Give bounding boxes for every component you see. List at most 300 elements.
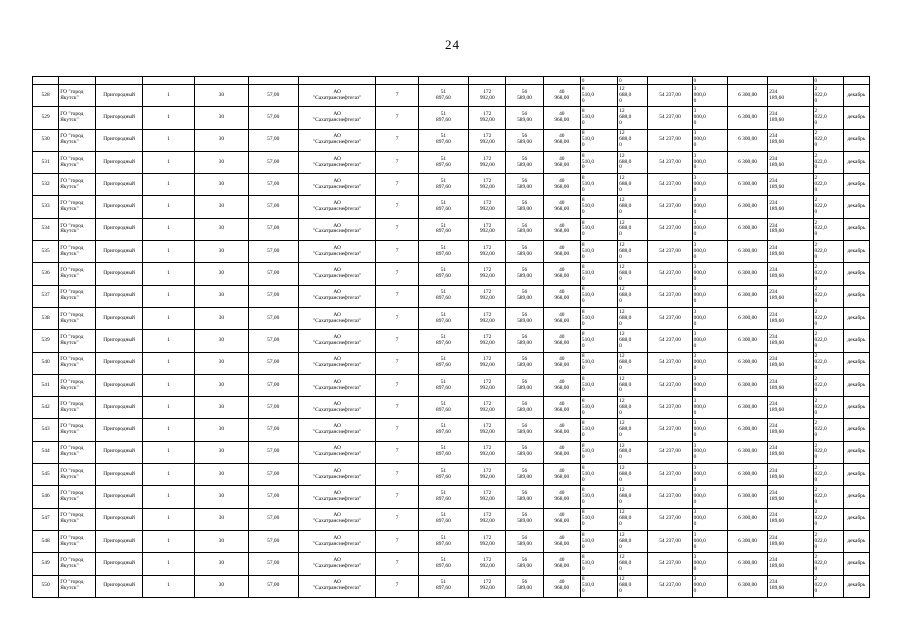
cell-value: 7 <box>395 113 399 120</box>
table-cell <box>248 151 298 173</box>
table-cell <box>59 218 96 240</box>
table-cell <box>813 174 843 196</box>
table-cell <box>418 530 468 552</box>
table-cell <box>376 241 418 263</box>
cell-line: 897,60 <box>436 161 451 168</box>
cell-line: 0 <box>693 543 697 550</box>
cell-line: 56 <box>521 400 528 407</box>
cell-line: 40 <box>559 579 565 586</box>
cell-value: 1 <box>167 403 170 410</box>
cell-value: 30 <box>218 537 225 544</box>
month: декабрь <box>847 91 866 98</box>
table-cell <box>648 419 692 441</box>
cell-line: 992,00 <box>479 540 495 547</box>
district: Пригородный <box>103 381 135 388</box>
table-cell <box>543 107 580 129</box>
cell-line: 000,0 <box>693 314 706 321</box>
table-cell <box>692 397 727 419</box>
table-cell <box>506 107 543 129</box>
cell-line: 0 <box>693 387 697 394</box>
cell-line: 510,0 <box>581 91 595 98</box>
table-cell <box>376 464 418 486</box>
cell-line: "Сахатранснефтегаз" <box>312 518 362 525</box>
table-cell <box>618 129 648 151</box>
table-cell <box>142 241 194 263</box>
table-cell <box>813 330 843 352</box>
row-number: 532 <box>41 180 50 187</box>
cell-value: 7 <box>395 180 399 187</box>
cell-line: 992,00 <box>479 562 495 569</box>
table-cell <box>33 85 59 107</box>
table-cell <box>580 196 617 218</box>
cell-line: 56 <box>521 579 528 586</box>
cell-line: 968,00 <box>554 250 570 257</box>
cell-line: 0 <box>814 432 818 439</box>
cell-line: 12 <box>619 219 625 226</box>
table-cell <box>195 352 248 374</box>
cell-value: 6 300,00 <box>738 448 757 455</box>
cell-line: 510,0 <box>581 381 595 388</box>
table-cell <box>376 397 418 419</box>
cell-line: 40 <box>559 88 565 95</box>
cell-value: 57,00 <box>267 270 280 277</box>
cell-line: 8 <box>581 464 585 471</box>
cell-line: 8 <box>581 487 585 494</box>
cell-line: 51 <box>440 400 447 407</box>
cell-line: 8 <box>581 264 585 271</box>
cell-line: 234 <box>769 512 778 519</box>
table-cell <box>298 374 376 396</box>
table-cell <box>248 553 298 575</box>
table-cell <box>195 174 248 196</box>
district: Пригородный <box>103 559 135 566</box>
row-number: 539 <box>41 336 50 343</box>
table-cell <box>543 330 580 352</box>
table-cell <box>33 77 59 85</box>
cell-line: ГО "город <box>60 244 84 251</box>
table-cell <box>59 77 96 85</box>
cell-line: 56 <box>521 133 528 140</box>
cell-value: 7 <box>395 470 399 477</box>
row-number: 530 <box>41 136 50 143</box>
table-cell <box>692 196 727 218</box>
table-cell <box>648 397 692 419</box>
cell-line: 0 <box>814 342 818 349</box>
cell-line: 510,0 <box>581 493 595 500</box>
cell-line: 0 <box>619 97 622 104</box>
district: Пригородный <box>103 270 135 277</box>
table-cell <box>298 174 376 196</box>
cell-line: 000,0 <box>693 515 706 522</box>
cell-line: 510,0 <box>581 136 595 143</box>
cell-value: 6 300,00 <box>738 158 757 165</box>
month: декабрь <box>847 559 866 566</box>
cell-line: "Сахатранснефтегаз" <box>312 206 362 213</box>
cell-value: 6 300,00 <box>738 381 757 388</box>
cell-line: 234 <box>769 356 778 363</box>
table-cell <box>692 374 727 396</box>
table-cell <box>648 218 692 240</box>
table-row <box>33 85 870 107</box>
table-cell <box>580 151 617 173</box>
cell-value: 57,00 <box>267 403 280 410</box>
table-cell <box>813 85 843 107</box>
table-cell <box>469 196 506 218</box>
table-cell <box>96 464 142 486</box>
table-cell <box>298 352 376 374</box>
table-cell <box>618 397 648 419</box>
cell-value: 1 <box>167 426 170 433</box>
table-cell <box>376 129 418 151</box>
cell-value: 54 237,00 <box>659 582 681 589</box>
cell-line: 022,0 <box>814 537 827 544</box>
table-row <box>33 397 870 419</box>
district: Пригородный <box>103 292 135 299</box>
table-cell <box>96 241 142 263</box>
table-cell <box>692 151 727 173</box>
table-cell <box>648 85 692 107</box>
cell-line: 189,60 <box>769 473 785 480</box>
table-cell <box>142 352 194 374</box>
table-cell <box>298 263 376 285</box>
cell-line: 56 <box>521 378 528 385</box>
cell-value: 30 <box>218 136 225 143</box>
cell-value: 1 <box>167 537 170 544</box>
table-cell <box>59 441 96 463</box>
cell-value: 6 300,00 <box>738 493 757 500</box>
cell-value: 30 <box>218 359 225 366</box>
table-cell <box>580 575 617 597</box>
table-cell <box>768 486 813 508</box>
cell-line: 0 <box>693 164 697 171</box>
cell-line: 56 <box>521 423 528 430</box>
row-number: 549 <box>41 559 50 566</box>
table-cell <box>376 196 418 218</box>
cell-line: 3 <box>693 108 697 115</box>
table-cell <box>298 77 376 85</box>
cell-line: 510,0 <box>581 470 595 477</box>
cell-line: 189,60 <box>769 406 785 413</box>
cell-line: ГО "город <box>60 490 84 497</box>
cell-line: 0 <box>693 320 697 327</box>
cell-line: "Сахатранснефтегаз" <box>312 540 362 547</box>
cell-line: 2 <box>814 420 818 427</box>
cell-line: 897,60 <box>436 317 451 324</box>
table-cell <box>248 441 298 463</box>
month: декабрь <box>847 493 866 500</box>
table-cell <box>469 263 506 285</box>
table-cell <box>692 419 727 441</box>
table-cell <box>248 263 298 285</box>
cell-value: 57,00 <box>267 470 280 477</box>
cell-line: Якутск" <box>60 339 79 346</box>
cell-line: 0 <box>619 342 622 349</box>
cell-value: 30 <box>218 203 225 210</box>
table-cell <box>248 307 298 329</box>
cell-line: 51 <box>440 267 447 274</box>
table-cell <box>298 330 376 352</box>
cell-line: 0 <box>619 186 622 193</box>
cell-line: 0 <box>814 142 818 149</box>
table-cell <box>813 263 843 285</box>
cell-line: 3 <box>693 241 697 248</box>
table-cell <box>33 397 59 419</box>
table-cell <box>506 85 543 107</box>
table-cell <box>376 575 418 597</box>
cell-line: 0 <box>693 298 697 305</box>
table-cell <box>469 374 506 396</box>
table-cell <box>195 553 248 575</box>
table-cell <box>469 285 506 307</box>
cell-line: 3 <box>693 442 697 449</box>
cell-line: 51 <box>440 200 447 207</box>
cell-line: 172 <box>483 512 492 519</box>
cell-value: 7 <box>395 203 399 210</box>
table-cell <box>418 307 468 329</box>
cell-line: 3 <box>693 264 697 271</box>
month: декабрь <box>847 582 866 589</box>
table-cell <box>376 419 418 441</box>
table-cell <box>298 196 376 218</box>
cell-line: 56 <box>521 534 528 541</box>
cell-value: 54 237,00 <box>659 136 681 143</box>
cell-line: 992,00 <box>479 495 495 502</box>
cell-line: 0 <box>619 521 622 528</box>
cell-line: 0 <box>619 253 622 260</box>
cell-line: 172 <box>483 356 492 363</box>
cell-value: 1 <box>167 225 170 232</box>
table-cell <box>580 129 617 151</box>
cell-line: 968,00 <box>554 295 570 302</box>
table-cell <box>543 263 580 285</box>
table-cell <box>580 441 617 463</box>
table-cell <box>727 553 767 575</box>
table-cell <box>692 352 727 374</box>
cell-line: ГО "город <box>60 200 84 207</box>
cell-line: 0 <box>619 387 622 394</box>
table-cell <box>543 397 580 419</box>
cell-line: 968,00 <box>554 362 570 369</box>
cell-line: 589,00 <box>517 273 532 280</box>
cell-line: 2 <box>814 85 818 92</box>
table-cell <box>618 530 648 552</box>
cell-line: 172 <box>483 400 492 407</box>
table-cell <box>59 352 96 374</box>
table-cell <box>813 575 843 597</box>
table-cell <box>33 174 59 196</box>
table-cell <box>195 107 248 129</box>
table-cell: 0 <box>618 77 648 85</box>
cell-line: 51 <box>440 490 447 497</box>
row-number: 543 <box>41 426 50 433</box>
cell-line: 2 <box>814 331 818 338</box>
cell-line: 000,0 <box>693 158 706 165</box>
table-cell <box>648 486 692 508</box>
month: декабрь <box>847 336 866 343</box>
table-cell <box>376 151 418 173</box>
table-cell <box>768 374 813 396</box>
cell-line: 8 <box>581 130 585 137</box>
cell-value: 30 <box>218 582 225 589</box>
cell-line: 12 <box>619 174 625 181</box>
cell-line: 12 <box>619 554 625 561</box>
table-cell <box>298 218 376 240</box>
table-cell <box>96 263 142 285</box>
cell-line: АО <box>333 490 341 497</box>
table-cell <box>843 107 869 129</box>
cell-line: 0 <box>581 521 585 528</box>
table-cell <box>418 174 468 196</box>
cell-line: 8 <box>581 85 585 92</box>
cell-line: 40 <box>559 267 565 274</box>
cell-line: 0 <box>581 320 585 327</box>
cell-line: 40 <box>559 111 565 118</box>
cell-line: 8 <box>581 531 585 538</box>
cell-value: 30 <box>218 247 225 254</box>
cell-line: 189,60 <box>769 228 785 235</box>
table-cell <box>248 486 298 508</box>
cell-line: 897,60 <box>436 295 451 302</box>
cell-line: 172 <box>483 445 492 452</box>
table-cell <box>692 307 727 329</box>
cell-line: 12 <box>619 85 625 92</box>
cell-line: 51 <box>440 445 447 452</box>
table-cell <box>768 307 813 329</box>
cell-value: 54 237,00 <box>659 314 681 321</box>
cell-line: 189,60 <box>769 562 785 569</box>
table-cell <box>96 285 142 307</box>
cell-line: 3 <box>693 576 697 583</box>
table-cell <box>727 508 767 530</box>
cell-line: 992,00 <box>479 295 495 302</box>
cell-line: 172 <box>483 155 492 162</box>
cell-line: "Сахатранснефтегаз" <box>312 339 362 346</box>
cell-line: 0 <box>581 209 585 216</box>
cell-line: 0 <box>693 476 697 483</box>
table-cell <box>33 196 59 218</box>
cell-line: 510,0 <box>581 180 595 187</box>
cell-line: 0 <box>581 454 585 461</box>
table-cell <box>843 508 869 530</box>
table-cell <box>59 397 96 419</box>
table-cell <box>142 397 194 419</box>
table-cell <box>618 464 648 486</box>
cell-line: 12 <box>619 397 625 404</box>
cell-line: 189,60 <box>769 94 785 101</box>
table-cell <box>418 241 468 263</box>
cell-line: 589,00 <box>517 295 532 302</box>
table-cell <box>376 508 418 530</box>
table-cell <box>59 553 96 575</box>
cell-line: ГО "город <box>60 467 84 474</box>
table-cell <box>298 129 376 151</box>
cell-line: 12 <box>619 531 625 538</box>
cell-value: 7 <box>395 247 399 254</box>
cell-line: 51 <box>440 222 447 229</box>
table-cell <box>33 241 59 263</box>
table-cell <box>692 330 727 352</box>
table-cell <box>648 129 692 151</box>
cell-line: 0 <box>581 253 585 260</box>
cell-line: Якутск" <box>60 161 79 168</box>
cell-line: 022,0 <box>814 113 827 120</box>
table-cell <box>727 263 767 285</box>
table-cell <box>768 129 813 151</box>
cell-value: 57,00 <box>267 180 280 187</box>
table-cell <box>96 352 142 374</box>
table-cell <box>96 151 142 173</box>
cell-line: 51 <box>440 177 447 184</box>
cell-line: АО <box>333 289 341 296</box>
cell-value: 30 <box>218 381 225 388</box>
cell-value: 54 237,00 <box>659 180 681 187</box>
table-cell <box>59 285 96 307</box>
cell-line: 022,0 <box>814 158 827 165</box>
table-cell <box>376 441 418 463</box>
table-cell <box>376 263 418 285</box>
cell-line: Якутск" <box>60 384 79 391</box>
cell-value: 30 <box>218 91 225 98</box>
cell-line: Якутск" <box>60 406 79 413</box>
cell-value: 1 <box>167 559 170 566</box>
cell-line: 51 <box>440 423 447 430</box>
cell-line: 589,00 <box>517 384 532 391</box>
cell-line: 172 <box>483 534 492 541</box>
cell-line: 000,0 <box>693 448 706 455</box>
cell-line: 0 <box>693 588 697 595</box>
table-cell <box>418 553 468 575</box>
cell-line: 968,00 <box>554 495 570 502</box>
cell-line: 0 <box>693 454 697 461</box>
cell-line: 2 <box>814 197 818 204</box>
table-cell <box>768 85 813 107</box>
table-cell <box>469 352 506 374</box>
table-cell <box>142 285 194 307</box>
row-number: 548 <box>41 537 50 544</box>
table-cell <box>96 441 142 463</box>
cell-line: 968,00 <box>554 94 570 101</box>
table-cell <box>195 330 248 352</box>
cell-value: 6 300,00 <box>738 136 757 143</box>
table-cell <box>813 530 843 552</box>
table-cell <box>96 486 142 508</box>
cell-line: 022,0 <box>814 448 827 455</box>
table-cell <box>692 174 727 196</box>
table-cell <box>195 196 248 218</box>
district: Пригородный <box>103 403 135 410</box>
table-cell <box>33 307 59 329</box>
cell-line: 56 <box>521 445 528 452</box>
cell-line: 0 <box>814 543 818 550</box>
cell-line: 0 <box>619 543 622 550</box>
table-cell <box>418 330 468 352</box>
table-cell <box>195 307 248 329</box>
cell-line: 897,60 <box>436 273 451 280</box>
table-cell <box>768 151 813 173</box>
table-cell <box>376 285 418 307</box>
cell-line: 992,00 <box>479 473 495 480</box>
table-row <box>33 553 870 575</box>
table-cell <box>543 174 580 196</box>
cell-line: 000,0 <box>693 493 706 500</box>
cell-line: 968,00 <box>554 406 570 413</box>
cell-line: 000,0 <box>693 247 706 254</box>
cell-line: 172 <box>483 244 492 251</box>
cell-line: "Сахатранснефтегаз" <box>312 473 362 480</box>
cell-line: ГО "город <box>60 133 84 140</box>
cell-line: 3 <box>693 286 697 293</box>
cell-line: 2 <box>814 130 818 137</box>
